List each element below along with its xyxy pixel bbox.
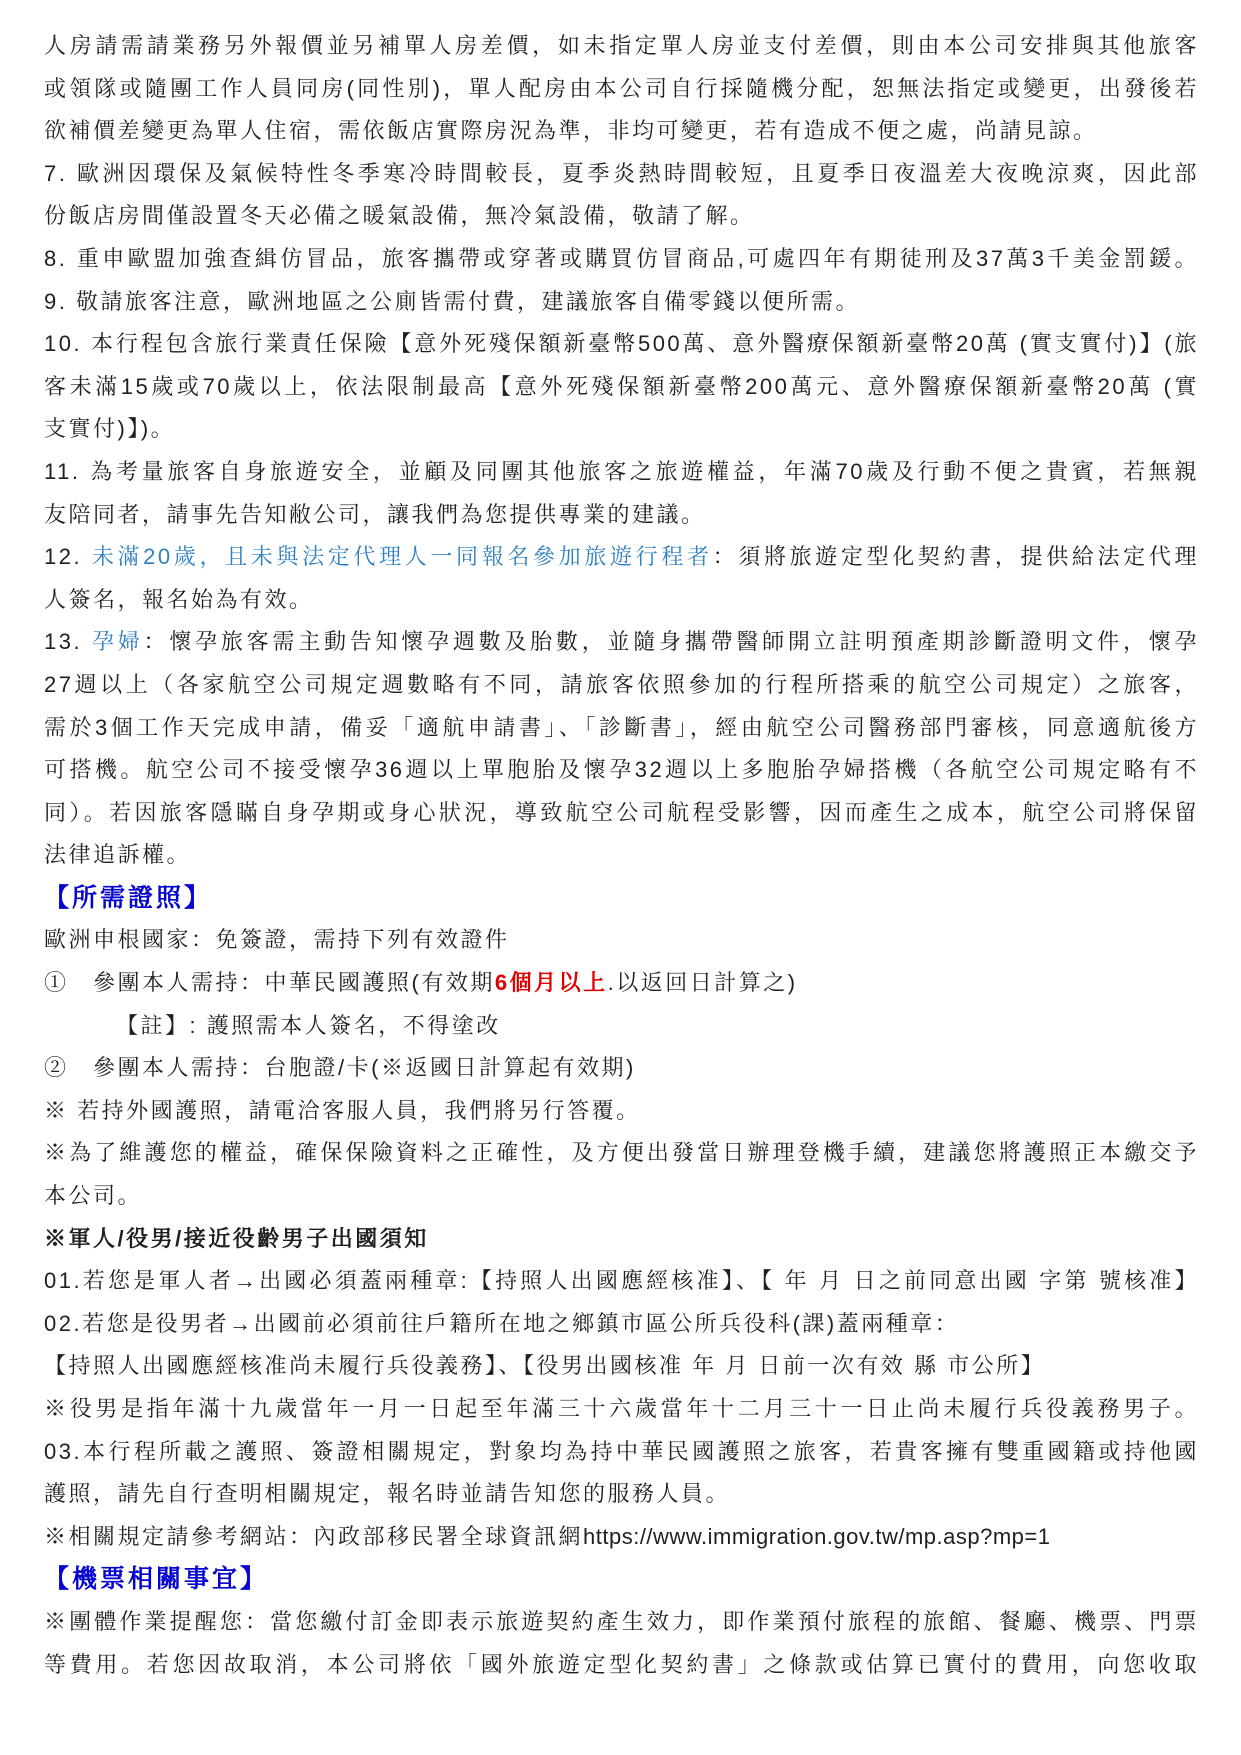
- text-segment: 01.若您是軍人者→出國必須蓋兩種章:【持照人出國應經核准】、【 年 月 日之前同意出國 字第 號核准】: [44, 1268, 1199, 1294]
- red-emphasis-text: 6個月以上: [494, 970, 608, 996]
- text-segment: 歐洲申根國家：免簽證，需持下列有效證件: [44, 927, 510, 953]
- text-segment: 【註】: 護照需本人簽名，不得塗改: [116, 1012, 501, 1038]
- text-line: [44, 962, 1199, 1005]
- section-header-text: 【機票相關事宜】: [44, 1565, 269, 1594]
- text-segment: 人房請需請業務另外報價並另補單人房差價，如未指定單人房並支付差價，則由本公司安排與其他旅客: [44, 33, 1199, 58]
- text-line: [44, 281, 1199, 324]
- section-header: [44, 1558, 1199, 1601]
- text-line: [44, 1431, 1199, 1474]
- text-segment: 11. 為考量旅客自身旅遊安全，並顧及同團其他旅客之旅遊權益，年滿70歲及行動不便之貴賓，若無親: [44, 458, 1199, 484]
- text-line: [44, 68, 1199, 111]
- text-segment: ：須將旅遊定型化契約書，提供給法定代理: [712, 544, 1199, 570]
- text-segment: 需於3個工作天完成申請，備妥「適航申請書」、「診斷書」，經由航空公司醫務部門審核，同意適航後方: [44, 714, 1199, 740]
- text-line: [44, 1132, 1199, 1175]
- text-segment: 03.本行程所載之護照、簽證相關規定，對象均為持中華民國護照之旅客，若貴客擁有雙重國籍或持他國: [44, 1438, 1199, 1464]
- text-line: [44, 1218, 1199, 1261]
- text-segment: 欲補價差變更為單人住宿，需依飯店實際房況為準，非均可變更，若有造成不便之處，尚請見諒。: [44, 118, 1098, 144]
- text-segment: 人簽名，報名始為有效。: [44, 586, 314, 612]
- highlighted-clause-text: 未滿20歲，且未與法定代理人一同報名參加旅遊行程者: [91, 544, 713, 570]
- text-line: [44, 1303, 1199, 1346]
- text-segment: 等費用。若您因故取消，本公司將依「國外旅遊定型化契約書」之條款或估算已實付的費用，向您收取: [44, 1651, 1199, 1677]
- text-line: [44, 1601, 1199, 1644]
- text-line: [44, 707, 1199, 750]
- text-segment: ※團體作業提醒您：當您繳付訂金即表示旅遊契約產生效力，即作業預付旅程的旅館、餐廳、機票、門票: [44, 1608, 1199, 1634]
- text-line: [44, 1175, 1199, 1218]
- section-header: [44, 877, 1199, 920]
- text-segment: 份飯店房間僅設置冬天必備之暖氣設備，無冷氣設備，敬請了解。: [44, 203, 755, 229]
- url-text: https://www.immigration.gov.tw/mp.asp?mp=1: [583, 1523, 1051, 1549]
- document-body: [44, 25, 1199, 1686]
- section-header-text: 【所需證照】: [44, 883, 213, 912]
- text-line: [44, 1090, 1199, 1133]
- text-line: [44, 749, 1199, 792]
- text-line: [44, 1047, 1199, 1090]
- text-segment: 13.: [44, 629, 92, 655]
- text-line: [44, 110, 1199, 153]
- text-line: [44, 238, 1199, 281]
- text-segment: 本公司。: [44, 1183, 143, 1209]
- text-line: [44, 1260, 1199, 1303]
- text-line: [44, 1473, 1199, 1516]
- text-segment: ※相關規定請參考網站：內政部移民署全球資訊網: [44, 1523, 584, 1549]
- text-line: [44, 536, 1199, 579]
- text-line: [44, 792, 1199, 835]
- text-line: [44, 1345, 1199, 1388]
- text-segment: ② 參團本人需持：台胞證/卡(※返國日計算起有效期): [44, 1055, 636, 1081]
- text-segment: ※ 若持外國護照，請電洽客服人員，我們將另行答覆。: [44, 1097, 641, 1123]
- text-segment: 9. 敬請旅客注意，歐洲地區之公廁皆需付費，建議旅客自備零錢以便所需。: [44, 288, 860, 314]
- text-line: [44, 1516, 1199, 1559]
- text-segment: 法律追訴權。: [44, 842, 192, 868]
- text-line: [44, 195, 1199, 238]
- text-segment: ※軍人/役男/接近役齡男子出國須知: [44, 1225, 429, 1251]
- text-line: [44, 153, 1199, 196]
- text-segment: 7. 歐洲因環保及氣候特性冬季寒冷時間較長，夏季炎熱時間較短，且夏季日夜溫差大夜晚涼爽，因此部: [44, 160, 1199, 186]
- text-segment: 護照，請先自行查明相關規定，報名時並請告知您的服務人員。: [44, 1481, 731, 1507]
- text-segment: 8. 重申歐盟加強查緝仿冒品，旅客攜帶或穿著或購買仿冒商品,可處四年有期徒刑及37萬3千美金罰鍰。: [44, 245, 1199, 271]
- text-line: [44, 1388, 1199, 1431]
- text-line: [44, 451, 1199, 494]
- text-line: [44, 366, 1199, 409]
- text-segment: ① 參團本人需持：中華民國護照(有效期: [44, 970, 495, 996]
- highlighted-clause-text: 孕婦: [91, 629, 144, 655]
- text-segment: ※為了維護您的權益，確保保險資料之正確性，及方便出發當日辦理登機手續，建議您將護照正本繳交予: [44, 1140, 1199, 1166]
- text-line: [44, 579, 1199, 622]
- text-segment: 12.: [44, 544, 92, 570]
- text-line: [44, 919, 1199, 962]
- text-segment: 27週以上（各家航空公司規定週數略有不同，請旅客依照參加的行程所搭乘的航空公司規定）之旅客，: [44, 671, 1199, 697]
- text-segment: 客未滿15歲或70歲以上，依法限制最高【意外死殘保額新臺幣200萬元、意外醫療保額新臺幣20萬 (實: [44, 373, 1199, 399]
- text-segment: 02.若您是役男者→出國前必須前往戶籍所在地之鄉鎮市區公所兵役科(課)蓋兩種章：: [44, 1310, 960, 1336]
- text-segment: 支實付)】)。: [44, 416, 176, 442]
- text-segment: 可搭機。航空公司不接受懷孕36週以上單胞胎及懷孕32週以上多胞胎孕婦搭機（各航空公司規定略有不: [44, 757, 1199, 783]
- text-line: [44, 1005, 1199, 1048]
- text-segment: ※役男是指年滿十九歲當年一月一日起至年滿三十六歲當年十二月三十一日止尚未履行兵役義務男子。: [44, 1396, 1199, 1421]
- text-segment: .以返回日計算之): [607, 970, 798, 996]
- text-line: [44, 408, 1199, 451]
- text-line: [44, 834, 1199, 877]
- text-segment: 【持照人出國應經核准尚未履行兵役義務】、【役男出國核准 年 月 日前一次有效 縣 市公所】: [44, 1353, 1046, 1379]
- text-line: [44, 25, 1199, 68]
- text-line: [44, 664, 1199, 707]
- text-segment: 10. 本行程包含旅行業責任保險【意外死殘保額新臺幣500萬、意外醫療保額新臺幣20萬 (實支實付)】(旅: [44, 331, 1199, 357]
- text-line: [44, 323, 1199, 366]
- text-line: [44, 1644, 1199, 1687]
- text-segment: 友陪同者，請事先告知敝公司，讓我們為您提供專業的建議。: [44, 501, 706, 527]
- text-segment: ：懷孕旅客需主動告知懷孕週數及胎數，並隨身攜帶醫師開立註明預產期診斷證明文件，懷孕: [143, 629, 1199, 655]
- text-line: [44, 494, 1199, 537]
- text-segment: 同）。若因旅客隱瞞自身孕期或身心狀況，導致航空公司航程受影響，因而產生之成本，航空公司將保留: [44, 799, 1199, 825]
- text-segment: 或領隊或隨團工作人員同房(同性別)，單人配房由本公司自行採隨機分配，恕無法指定或變更，出發後若: [44, 75, 1199, 101]
- text-line: [44, 621, 1199, 664]
